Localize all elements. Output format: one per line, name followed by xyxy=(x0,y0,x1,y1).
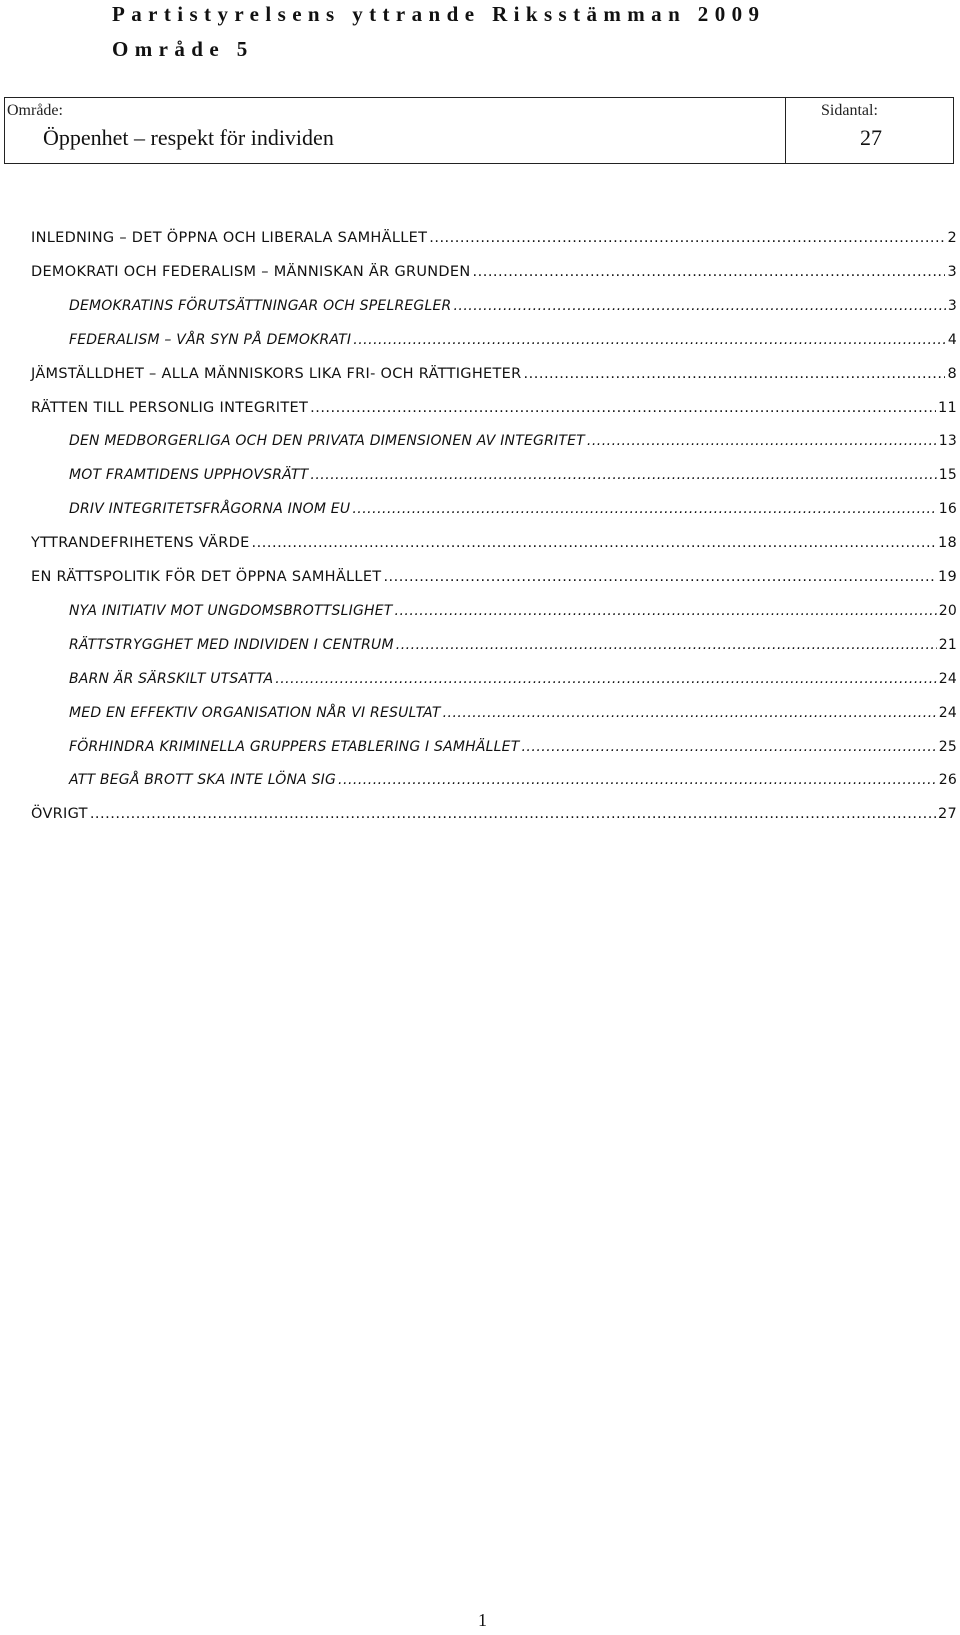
toc-entry-page: 15 xyxy=(938,467,957,483)
toc-dot-leader xyxy=(353,328,946,352)
toc-dot-leader xyxy=(383,565,936,589)
toc-dot-leader xyxy=(453,294,945,318)
toc-dot-leader xyxy=(352,497,936,521)
toc-entry[interactable] xyxy=(31,565,957,589)
page-count-label: Sidantal: xyxy=(821,102,878,119)
toc-entry-label: DEN MEDBORGERLIGA OCH DEN PRIVATA DIMENSIONEN AV INTEGRITET xyxy=(69,433,585,449)
toc-dot-leader xyxy=(396,633,937,657)
toc-entry-page: 26 xyxy=(938,772,957,788)
toc-entry-page: 27 xyxy=(937,806,957,822)
toc-entry-label: JÄMSTÄLLDHET – ALLA MÄNNISKORS LIKA FRI- OCH RÄTTIGHETER xyxy=(31,366,522,382)
toc-entry[interactable] xyxy=(31,362,957,386)
toc-entry-page: 4 xyxy=(947,332,957,348)
area-value: Öppenhet – respekt för individen xyxy=(43,125,334,150)
toc-entry-label: RÄTTEN TILL PERSONLIG INTEGRITET xyxy=(31,400,309,416)
toc-entry-page: 21 xyxy=(938,637,957,653)
toc-dot-leader xyxy=(310,396,936,420)
toc-entry-label: DEMOKRATI OCH FEDERALISM – MÄNNISKAN ÄR GRUNDEN xyxy=(31,264,471,280)
info-box xyxy=(4,97,954,164)
toc-entry-label: DEMOKRATINS FÖRUTSÄTTNINGAR OCH SPELREGLER xyxy=(69,298,452,314)
toc-dot-leader xyxy=(338,768,937,792)
toc-entry[interactable] xyxy=(69,599,957,623)
toc-dot-leader xyxy=(275,667,937,691)
toc-entry-label: FEDERALISM – VÅR SYN PÅ DEMOKRATI xyxy=(69,332,352,348)
toc-entry[interactable] xyxy=(69,294,957,318)
toc-entry[interactable] xyxy=(69,429,957,453)
toc-entry-label: DRIV INTEGRITETSFRÅGORNA INOM EU xyxy=(69,501,351,517)
toc-entry-page: 20 xyxy=(938,603,957,619)
toc-entry-page: 8 xyxy=(947,366,957,382)
toc-dot-leader xyxy=(252,531,936,555)
toc-entry-label: MED EN EFFEKTIV ORGANISATION NÅR VI RESULTAT xyxy=(69,705,441,721)
area-label: Område: xyxy=(7,102,63,119)
toc-entry-page: 19 xyxy=(937,569,957,585)
toc-entry[interactable] xyxy=(31,802,957,826)
area-heading: Område 5 xyxy=(112,37,254,61)
document-title: Partistyrelsens yttrande Riksstämman 2009 xyxy=(112,2,766,26)
toc-entry-page: 13 xyxy=(938,433,957,449)
toc-entry-label: YTTRANDEFRIHETENS VÄRDE xyxy=(31,535,250,551)
toc-dot-leader xyxy=(443,701,937,725)
toc-entry-page: 25 xyxy=(938,739,957,755)
toc-dot-leader xyxy=(90,802,936,826)
toc-entry-label: INLEDNING – DET ÖPPNA OCH LIBERALA SAMHÄLLET xyxy=(31,230,428,246)
toc-entry-page: 3 xyxy=(947,298,957,314)
toc-entry[interactable] xyxy=(69,768,957,792)
toc-dot-leader xyxy=(395,599,937,623)
page-number: 1 xyxy=(478,1610,487,1630)
toc-entry-page: 18 xyxy=(937,535,957,551)
toc-entry[interactable] xyxy=(31,226,957,250)
toc-entry-label: ATT BEGÅ BROTT SKA INTE LÖNA SIG xyxy=(69,772,337,788)
toc-entry-label: ÖVRIGT xyxy=(31,806,88,822)
toc-entry-page: 24 xyxy=(938,705,957,721)
info-box-divider xyxy=(785,98,786,163)
toc-entry-page: 11 xyxy=(937,400,957,416)
toc-entry-page: 16 xyxy=(938,501,957,517)
toc-entry[interactable] xyxy=(69,463,957,487)
toc-entry-label: MOT FRAMTIDENS UPPHOVSRÄTT xyxy=(69,467,309,483)
toc-entry[interactable] xyxy=(69,735,957,759)
toc-dot-leader xyxy=(524,362,946,386)
toc-dot-leader xyxy=(587,429,937,453)
toc-entry[interactable] xyxy=(69,667,957,691)
toc-entry-page: 2 xyxy=(947,230,957,246)
toc-entry-label: FÖRHINDRA KRIMINELLA GRUPPERS ETABLERING I SAMHÄLLET xyxy=(69,739,520,755)
toc-dot-leader xyxy=(429,226,945,250)
toc-entry[interactable] xyxy=(69,633,957,657)
toc-entry-page: 3 xyxy=(947,264,957,280)
toc-entry-page: 24 xyxy=(938,671,957,687)
toc-entry[interactable] xyxy=(69,328,957,352)
toc-entry-label: NYA INITIATIV MOT UNGDOMSBROTTSLIGHET xyxy=(69,603,393,619)
toc-dot-leader xyxy=(310,463,936,487)
toc-entry[interactable] xyxy=(31,531,957,555)
toc-entry[interactable] xyxy=(31,396,957,420)
toc-entry[interactable] xyxy=(69,701,957,725)
toc-dot-leader xyxy=(473,260,946,284)
toc-entry[interactable] xyxy=(31,260,957,284)
toc-dot-leader xyxy=(521,735,936,759)
toc-entry-label: BARN ÄR SÄRSKILT UTSATTA xyxy=(69,671,274,687)
toc-entry-label: EN RÄTTSPOLITIK FÖR DET ÖPPNA SAMHÄLLET xyxy=(31,569,382,585)
toc-entry[interactable] xyxy=(69,497,957,521)
page-count-value: 27 xyxy=(860,125,882,150)
toc-entry-label: RÄTTSTRYGGHET MED INDIVIDEN I CENTRUM xyxy=(69,637,394,653)
